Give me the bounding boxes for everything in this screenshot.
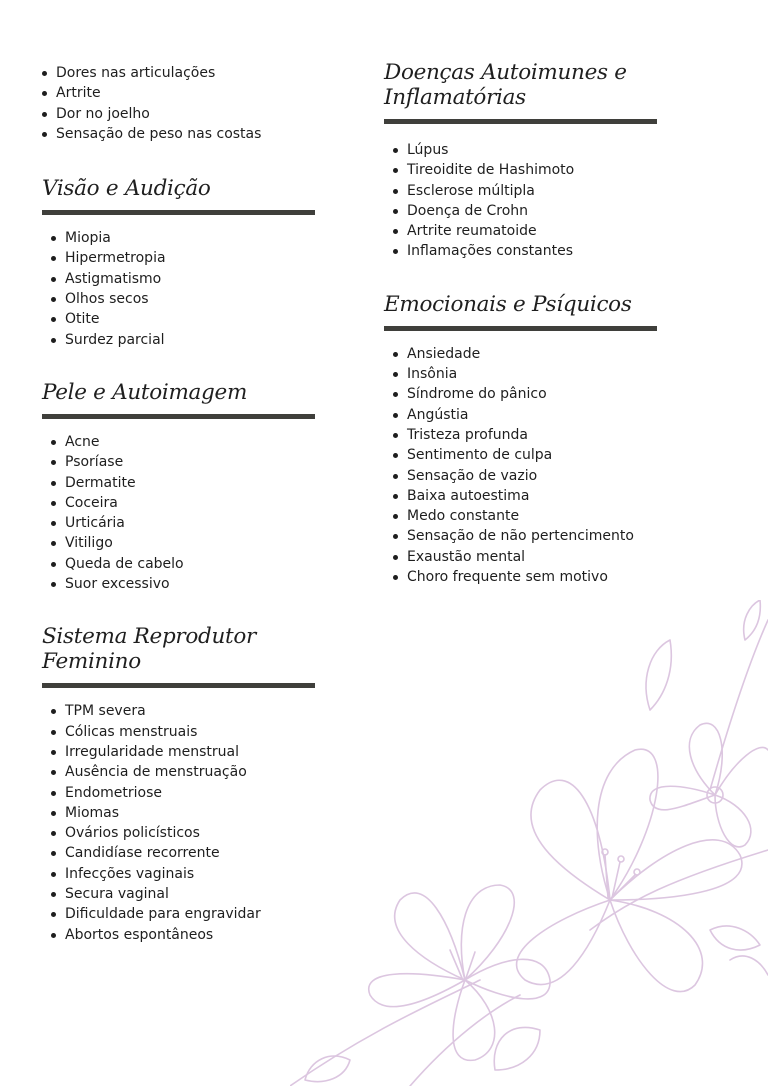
list-item: Exaustão mental — [384, 547, 714, 567]
list-item: Dores nas articulações — [42, 63, 352, 83]
list-item: Infecções vaginais — [42, 864, 352, 884]
section-pele-autoimagem — [42, 380, 352, 594]
list-item: Miopia — [42, 228, 352, 248]
list-item: Candidíase recorrente — [42, 843, 352, 863]
list-item: Miomas — [42, 803, 352, 823]
list-item: Esclerose múltipla — [384, 181, 714, 201]
list-item: Vitiligo — [42, 533, 352, 553]
list-item: Tireoidite de Hashimoto — [384, 160, 714, 180]
section-divider — [384, 119, 657, 124]
section-title-line2: Inflamatórias — [384, 85, 526, 110]
section-visao-audicao — [42, 176, 352, 350]
intro-list — [42, 63, 352, 144]
list-item: Otite — [42, 309, 352, 329]
list-item: Urticária — [42, 513, 352, 533]
list-item: Astigmatismo — [42, 269, 352, 289]
list-item: Medo constante — [384, 506, 714, 526]
list-item: Secura vaginal — [42, 884, 352, 904]
list-item: Choro frequente sem motivo — [384, 567, 714, 587]
section-title: Emocionais e Psíquicos — [384, 291, 632, 317]
list-item: Coceira — [42, 493, 352, 513]
section-divider — [42, 414, 315, 419]
list-item: Síndrome do pânico — [384, 384, 714, 404]
section-title: Visão e Audição — [42, 176, 211, 202]
list-item: Olhos secos — [42, 289, 352, 309]
list-item: Dificuldade para engravidar — [42, 904, 352, 924]
list-item: Acne — [42, 432, 352, 452]
list-item: Ansiedade — [384, 344, 714, 364]
list-item: Irregularidade menstrual — [42, 742, 352, 762]
list-item: Artrite — [42, 83, 352, 103]
section-divider — [384, 326, 657, 331]
section-sistema-reprodutor — [42, 624, 352, 945]
section-divider — [42, 210, 315, 215]
section-title: Pele e Autoimagem — [42, 379, 248, 405]
list-item: Suor excessivo — [42, 574, 352, 594]
list-item: TPM severa — [42, 701, 352, 721]
list-item: Sentimento de culpa — [384, 445, 714, 465]
list-item: Sensação de vazio — [384, 466, 714, 486]
list-item: Sensação de peso nas costas — [42, 124, 352, 144]
list-item: Baixa autoestima — [384, 486, 714, 506]
list-item: Endometriose — [42, 783, 352, 803]
list-item: Doença de Crohn — [384, 201, 714, 221]
list-item: Dor no joelho — [42, 104, 352, 124]
section-divider — [42, 683, 315, 688]
list-item: Hipermetropia — [42, 248, 352, 268]
list-item: Ausência de menstruação — [42, 762, 352, 782]
list-item: Angústia — [384, 405, 714, 425]
list-item: Insônia — [384, 364, 714, 384]
list-item: Sensação de não pertencimento — [384, 526, 714, 546]
list-item: Psoríase — [42, 452, 352, 472]
section-title: Sistema Reprodutor Feminino — [42, 624, 257, 675]
list-item: Queda de cabelo — [42, 554, 352, 574]
list-item: Abortos espontâneos — [42, 925, 352, 945]
list-item: Cólicas menstruais — [42, 722, 352, 742]
floral-illustration-icon — [290, 600, 768, 1086]
list-item: Lúpus — [384, 140, 714, 160]
list-item: Surdez parcial — [42, 330, 352, 350]
list-item: Ovários policísticos — [42, 823, 352, 843]
list-item: Inflamações constantes — [384, 241, 714, 261]
section-doencas-autoimunes — [384, 60, 714, 262]
section-title — [384, 60, 714, 110]
list-item: Tristeza profunda — [384, 425, 714, 445]
section-title-line1: Doenças Autoimunes e — [384, 60, 627, 85]
list-item: Dermatite — [42, 473, 352, 493]
list-item: Artrite reumatoide — [384, 221, 714, 241]
section-emocionais-psiquicos — [384, 292, 714, 588]
